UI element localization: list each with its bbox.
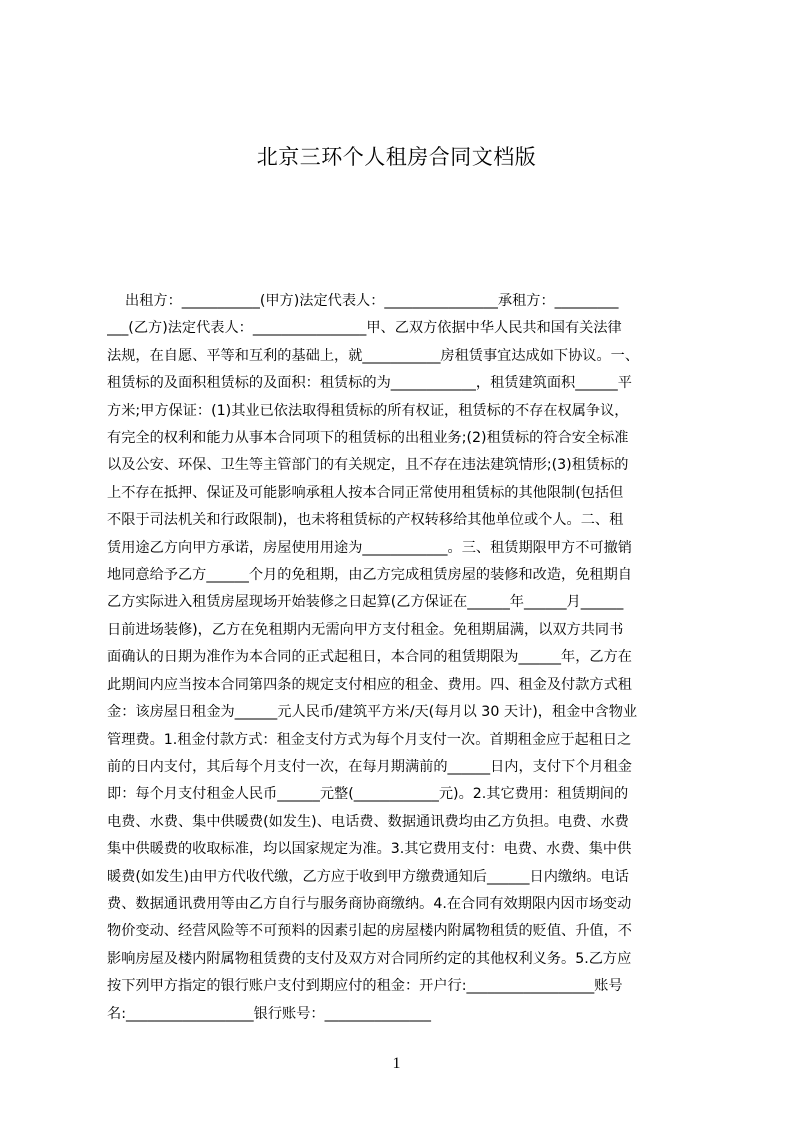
body-line: 法规，在自愿、平等和互利的基础上，就___________房租赁事宜达成如下协议。一、 xyxy=(107,347,640,364)
body-line: 名:__________________银行账号：_______________ xyxy=(107,1005,431,1022)
page-number: 1 xyxy=(392,1055,401,1072)
body-line: 不限于司法机关和行政限制)，也未将租赁标的产权转移给其他单位或个人。二、租 xyxy=(107,512,624,529)
contract-body xyxy=(107,288,699,1028)
body-line: 集中供暖费的收取标准，均以国家规定为准。3.其它费用支付：电费、水费、集中供 xyxy=(107,841,632,858)
body-line: 电费、水费、集中供暖费(如发生)、电话费、数据通讯费均由乙方负担。电费、水费 xyxy=(107,813,629,830)
body-line: 方米;甲方保证：(1)其业已依法取得租赁标的所有权证，租赁标的不存在权属争议， xyxy=(107,402,629,419)
body-line: 出租方：___________(甲方)法定代表人：________________承租方：_________ xyxy=(107,293,619,309)
body-line: 赁用途乙方向甲方承诺，房屋使用用途为____________。三、租赁期限甲方不可撤销 xyxy=(107,539,632,556)
body-line: 面确认的日期为准作为本合同的正式起租日，本合同的租赁期限为______年，乙方在 xyxy=(107,649,632,666)
body-line: 费、数据通讯费用等由乙方自行与服务商协商缴纳。4.在合同有效期限内因市场变动 xyxy=(107,895,632,912)
body-line: 上不存在抵押、保证及可能影响承租人按本合同正常使用租赁标的其他限制(包括但 xyxy=(107,484,624,501)
body-line: 日前进场装修)，乙方在免租期内无需向甲方支付租金。免租期届满，以双方共同书 xyxy=(107,621,624,638)
body-line: 以及公安、环保、卫生等主管部门的有关规定，且不存在违法建筑情形;(3)租赁标的 xyxy=(107,457,629,474)
body-line: 此期间内应当按本合同第四条的规定支付相应的租金、费用。四、租金及付款方式租 xyxy=(107,676,632,693)
document-title: 北京三环个人租房合同文档版 xyxy=(256,145,537,169)
body-line: 管理费。1.租金付款方式：租金支付方式为每个月支付一次。首期租金应于起租日之 xyxy=(107,731,632,748)
body-line: 即：每个月支付租金人民币______元整(____________元)。2.其它费用：租赁期间的 xyxy=(107,786,629,803)
body-line: 地同意给予乙方______个月的免租期，由乙方完成租赁房屋的装修和改造，免租期自 xyxy=(107,567,632,584)
body-line: 有完全的权利和能力从事本合同项下的租赁标的出租业务;(2)租赁标的符合安全标准 xyxy=(107,430,629,447)
body-line: 乙方实际进入租赁房屋现场开始装修之日起算(乙方保证在______年______月______ xyxy=(107,594,624,611)
body-line: ___(乙方)法定代表人：________________甲、乙双方依据中华人民共和国有关法律 xyxy=(107,320,622,337)
body-line: 影响房屋及楼内附属物租赁费的支付及双方对合同所约定的其他权利义务。5.乙方应 xyxy=(107,950,632,967)
body-line: 暖费(如发生)由甲方代收代缴，乙方应于收到甲方缴费通知后______日内缴纳。电话 xyxy=(107,868,629,885)
body-line: 金：该房屋日租金为______元人民币/建筑平方米/天(每月以 30 天计)，租金中含物业 xyxy=(107,704,638,721)
body-line: 物价变动、经营风险等不可预料的因素引起的房屋楼内附属物租赁的贬值、升值，不 xyxy=(107,923,632,940)
body-line: 按下列甲方指定的银行账户支付到期应付的租金：开户行:__________________账号 xyxy=(107,978,623,995)
body-line: 前的日内支付，其后每个月支付一次，在每月期满前的______日内，支付下个月租金 xyxy=(107,758,632,775)
body-line: 租赁标的及面积租赁标的及面积：租赁标的为____________，租赁建筑面积______平 xyxy=(107,375,632,392)
